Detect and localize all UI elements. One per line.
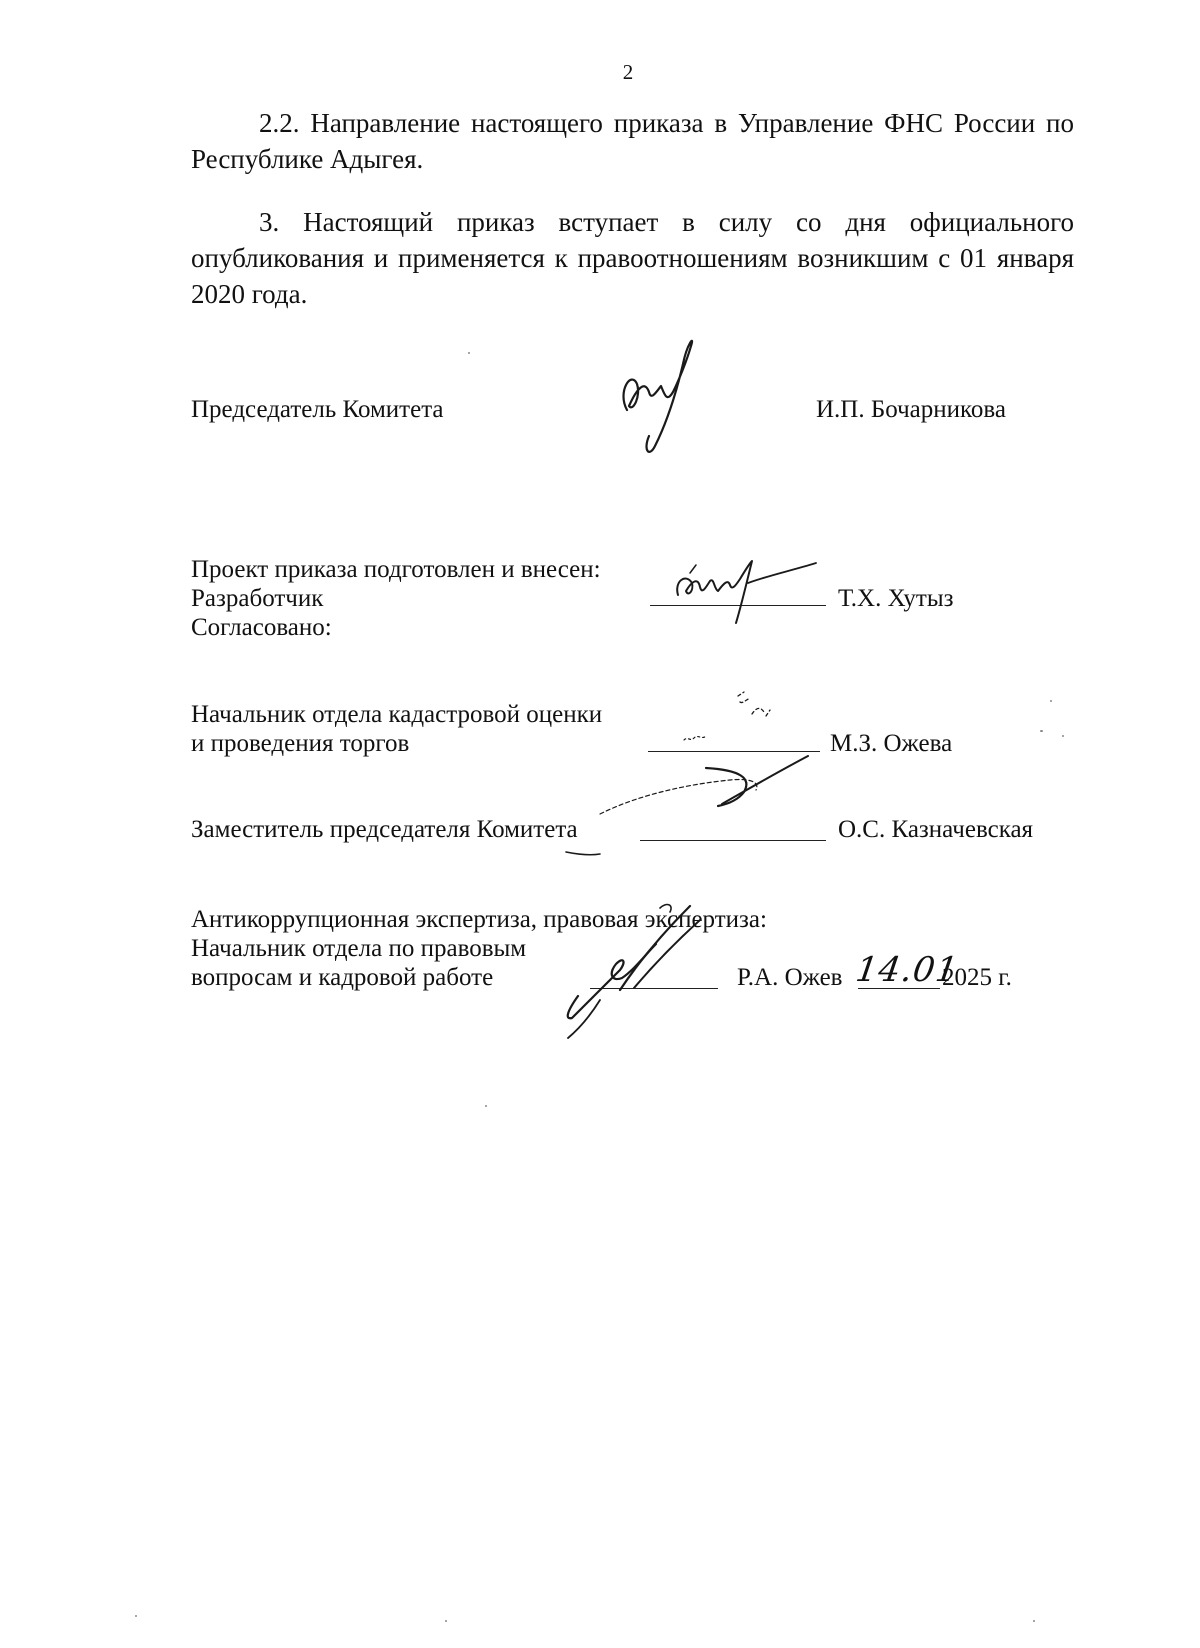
chairman-name: И.П. Бочарникова: [816, 396, 1006, 423]
cadastral-head-position-line2: и проведения торгов: [191, 730, 410, 757]
chairman-position: Председатель Комитета: [191, 396, 444, 423]
scan-speck: [1050, 700, 1052, 702]
year-suffix: 2025 г.: [942, 964, 1012, 991]
cadastral-head-signature-line: [648, 751, 820, 752]
scan-speck: [1062, 735, 1064, 737]
developer-name: Т.Х. Хутыз: [838, 585, 954, 612]
legal-head-position-line1: Начальник отдела по правовым: [191, 935, 527, 962]
scan-speck: [485, 1105, 487, 1107]
agreed-label: Согласовано:: [191, 614, 332, 641]
scan-speck: [468, 352, 470, 354]
scan-speck: [1033, 1620, 1035, 1622]
scan-speck: [1040, 730, 1043, 732]
page-number: 2: [622, 60, 634, 84]
paragraph-2-2: [191, 105, 1074, 177]
project-heading: Проект приказа подготовлен и внесен:: [191, 556, 601, 583]
paragraph-3: [191, 204, 1074, 312]
developer-signature: [670, 555, 820, 630]
cadastral-head-position-line1: Начальник отдела кадастровой оценки: [191, 701, 603, 728]
deputy-chairman-position: Заместитель председателя Комитета: [191, 816, 578, 843]
legal-head-name: Р.А. Ожев: [737, 964, 843, 991]
legal-head-signature: [560, 900, 730, 1040]
paragraph-2-2-text: 2.2. Направление настоящего приказа в Управление ФНС России по Республике Адыгея.: [191, 108, 1074, 174]
cadastral-head-name: М.З. Ожева: [830, 730, 953, 757]
handwritten-date: 14.01: [853, 950, 962, 990]
scan-speck: [135, 1615, 137, 1617]
scan-speck: [445, 1620, 447, 1622]
cadastral-head-signature: [680, 690, 790, 750]
legal-head-position-line2: вопросам и кадровой работе: [191, 964, 494, 991]
expertise-heading: Антикоррупционная экспертиза, правовая экспертиза:: [191, 906, 767, 933]
deputy-chairman-name: О.С. Казначевская: [838, 816, 1034, 843]
paragraph-3-text: 3. Настоящий приказ вступает в силу со дня официального опубликования и применяется к правоотношениям возникшим с 01 января 2020 года.: [191, 207, 1074, 309]
developer-label: Разработчик: [191, 585, 324, 612]
chairman-signature: [615, 340, 705, 460]
deputy-chairman-signature: [560, 756, 820, 866]
